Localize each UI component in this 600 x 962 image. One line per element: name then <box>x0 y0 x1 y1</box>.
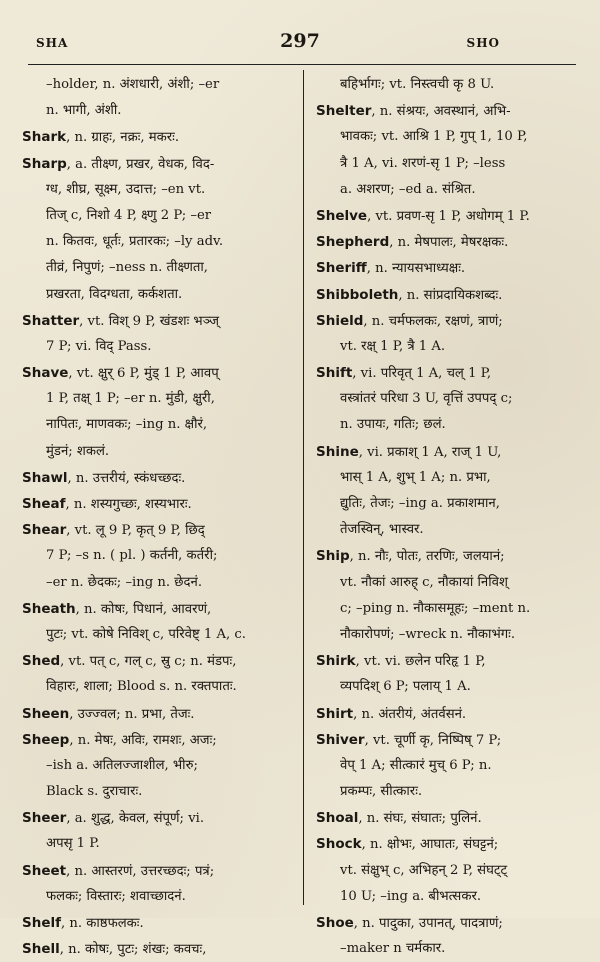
definition-text: नापितः, माणवकः; –ing n. क्षौरं, <box>46 417 208 433</box>
definition-text: फलकः; विस्तारः; शवाच्छादनं. <box>46 888 186 904</box>
headword: Shed <box>22 653 61 670</box>
headword: Ship <box>316 548 350 565</box>
definition-text: , a. शुद्ध, केवल, संपूर्ण; vi. <box>66 811 205 827</box>
entry-line <box>316 648 584 674</box>
headword: Shatter <box>22 312 80 329</box>
left-column <box>22 72 290 962</box>
definition-text: 7 P; vi. विद् Pass. <box>46 338 152 354</box>
definition-text: , vt. लू 9 P, कृत् 9 P, छिद् <box>66 523 205 539</box>
definition-text: , n. कोषः, पुटः; शंखः; कवचः, <box>59 942 207 958</box>
entry-line <box>316 517 584 543</box>
definition-text: अपसृ 1 P. <box>46 836 100 852</box>
entry-line <box>316 543 584 569</box>
entry-line <box>22 831 290 857</box>
entry-line <box>316 596 584 622</box>
definition-text: , vt. पत् c, गल् c, स्रु c; n. मंडपः, <box>60 654 237 670</box>
entry-line <box>316 439 584 465</box>
definition-text: , n. न्यायसभाध्यक्षः. <box>366 261 466 277</box>
definition-text: , n. संश्रयः, अवस्थानं, अभि- <box>371 104 511 120</box>
entry-line <box>316 779 584 805</box>
definition-text: , उज्ज्वल; n. प्रभा, तेजः. <box>69 706 195 722</box>
definition-text: , n. काष्ठफलकः. <box>61 916 144 931</box>
definition-text: , n. मेषः, अविः, रामशः, अजः; <box>69 732 217 748</box>
headword: Sheet <box>22 862 67 879</box>
headword: Sheriff <box>316 260 367 277</box>
definition-text: –maker n चर्मकार. <box>340 941 446 957</box>
definition-text: , n. कोषः, पिधानं, आवरणं, <box>75 601 212 617</box>
definition-text: n. उपायः, गतिः; छलं. <box>340 417 446 433</box>
entry-line <box>316 805 584 831</box>
entry-line <box>22 779 290 805</box>
headword: Shark <box>22 129 67 146</box>
entry-line <box>22 465 290 491</box>
entry-line <box>22 884 290 910</box>
definition-text: भावकः; vt. आश्रि 1 P, गुप् 1, 10 P, <box>340 129 528 145</box>
headword: Sheep <box>22 731 70 748</box>
definition-text: vt. नौकां आरुह् c, नौकायां निविश् <box>340 574 508 590</box>
headword: Shift <box>316 365 353 382</box>
definition-text: , vi. प्रकाश् 1 A, राज् 1 U, <box>358 444 502 460</box>
entry-line <box>22 701 290 727</box>
entry-line <box>316 308 584 334</box>
headword: Shiver <box>316 731 365 748</box>
headword: Shield <box>316 312 364 329</box>
entry-line <box>22 439 290 465</box>
headword: Shelf <box>22 915 61 931</box>
definition-text: , n. सांप्रदायिकशब्दः. <box>398 287 503 303</box>
definition-text: n. कितवः, धूर्तः, प्रतारकः; –ly adv. <box>46 234 224 250</box>
entry-line <box>22 124 290 150</box>
entry-line <box>316 465 584 491</box>
entry-line <box>316 570 584 596</box>
entry-line <box>316 151 584 177</box>
definition-text: द्युतिः, तेजः; –ing a. प्रकाशमान, <box>340 496 500 511</box>
entry-line <box>316 858 584 884</box>
headword: Sheaf <box>22 496 66 512</box>
headword: Sharp <box>22 155 67 172</box>
definition-text: वस्त्रांतरं परिधा 3 U, वृत्तिं उपपद् c; <box>340 391 513 407</box>
definition-text: , vi. परिवृत् 1 A, चल् 1 P, <box>352 366 492 382</box>
headword: Shelter <box>316 103 372 120</box>
definition-text: , n. संघः, संघातः; पुलिनं. <box>358 811 482 827</box>
headword: Shawl <box>22 469 68 486</box>
entry-line <box>22 543 290 569</box>
definition-text: , vt. vi. छलेन परिहृ 1 P, <box>355 654 486 670</box>
definition-text: , vt. प्रवण-सृ 1 P, अधोगम् 1 P. <box>367 208 530 224</box>
definition-text: c; –ping n. नौकासमूहः; –ment n. <box>340 600 531 616</box>
headword: Shoe <box>316 915 354 931</box>
definition-text: तीव्रं, निपुणं; –ness n. तीक्ष्णता, <box>46 260 208 276</box>
entry-line <box>316 72 584 98</box>
headword: Shepherd <box>316 234 390 251</box>
definition-text: , n. अंतरीयं, अंतर्वसनं. <box>353 706 467 722</box>
entry-line <box>316 753 584 779</box>
definition-text: , n. नौः, पोतः, तरणिः, जलयानं; <box>349 549 505 565</box>
definition-text: विहारः, शाला; Blood s. n. रक्तपातः. <box>46 679 237 695</box>
definition-text: , a. तीक्ष्ण, प्रखर, वेधक, विद- <box>66 156 215 172</box>
definition-text: प्रकम्पः, सीत्कारः. <box>340 784 423 800</box>
headword: Shoal <box>316 810 359 827</box>
entry-line <box>316 177 584 203</box>
definition-text: –er n. छेदकः; –ing n. छेदनं. <box>46 574 203 590</box>
entry-line <box>22 98 290 124</box>
column-divider <box>303 70 304 905</box>
entry-line <box>316 674 584 700</box>
definition-text: बहिर्भागः; vt. निस्त्वची कृ 8 U. <box>340 77 495 92</box>
entry-line <box>22 203 290 229</box>
page-number: 297 <box>280 30 320 52</box>
headword: Shibboleth <box>316 286 399 303</box>
entry-line <box>22 386 290 412</box>
entry-line <box>22 674 290 700</box>
headword: Shirk <box>316 653 356 670</box>
definition-text: , n. आस्तरणं, उत्तरच्छदः; पत्रं; <box>66 863 215 879</box>
entry-line <box>22 308 290 334</box>
definition-text: , n. क्षोभः, आघातः, संघट्टनं; <box>361 837 499 853</box>
entry-line <box>22 282 290 308</box>
headword: Shine <box>316 443 359 460</box>
entry-line <box>316 491 584 517</box>
entry-line <box>22 491 290 517</box>
headword: Shirt <box>316 705 354 722</box>
entry-line <box>22 229 290 255</box>
headword: Sheer <box>22 810 67 827</box>
definition-text: , vt. विश् 9 P, खंडशः भञ्ज् <box>79 313 220 329</box>
entry-line <box>316 203 584 229</box>
definition-text: 10 U; –ing a. बीभत्सकर. <box>340 888 482 904</box>
entry-line <box>316 334 584 360</box>
headword: Shock <box>316 836 362 853</box>
definition-text: 1 P, तक्ष् 1 P; –er n. मुंडी, क्षुरी, <box>46 391 215 407</box>
definition-text: , n. शस्यगुच्छः, शस्यभारः. <box>65 497 192 512</box>
entry-line <box>316 936 584 962</box>
entry-line <box>316 412 584 438</box>
definition-text: व्यपदिश् 6 P; पलाय् 1 A. <box>340 679 471 695</box>
headword: Sheath <box>22 600 76 617</box>
entry-line <box>22 596 290 622</box>
entry-line <box>22 570 290 596</box>
definition-text: Black s. दुराचारः. <box>46 784 143 800</box>
entry-line <box>22 622 290 648</box>
entry-line <box>22 910 290 936</box>
definition-text: त्रै 1 A, vi. शरणं-सृ 1 P; –less <box>340 155 506 171</box>
headword: Shell <box>22 941 60 958</box>
headword: Shave <box>22 365 69 382</box>
definition-text: a. अशरण; –ed a. संश्रित. <box>340 181 476 197</box>
entry-line <box>22 360 290 386</box>
definition-text: , n. मेषपालः, मेषरक्षकः. <box>389 235 509 251</box>
definition-text: vt. रक्ष् 1 P, त्रै 1 A. <box>340 338 446 354</box>
definition-text: , n. पादुका, उपानत्, पादत्राणं; <box>353 916 503 931</box>
definition-text: मुंडनं; शकलं. <box>46 443 110 459</box>
entry-line <box>22 805 290 831</box>
definition-text: वेप् 1 A; सीत्कारं मुच् 6 P; n. <box>340 757 492 773</box>
entry-line <box>22 151 290 177</box>
entry-line <box>316 255 584 281</box>
entry-line <box>316 360 584 386</box>
definition-text: ग्ध, शीघ्र, सूक्ष्म, उदात्त; –en vt. <box>46 181 206 197</box>
definition-text: भास् 1 A, शुभ् 1 A; n. प्रभा, <box>340 469 491 485</box>
entry-line <box>22 753 290 779</box>
entry-line <box>316 831 584 857</box>
definition-text: नौकारोपणं; –wreck n. नौकाभंगः. <box>340 626 516 642</box>
definition-text: , n. चर्मफलकः, रक्षणं, त्राणं; <box>363 313 503 329</box>
definition-text: , vt. चूर्णी कृ, निष्पिष् 7 P; <box>364 732 502 748</box>
definition-text: vt. संक्षुभ् c, अभिहन् 2 P, संघट्ट् <box>340 862 508 878</box>
definition-text: n. भागी, अंशी. <box>46 103 122 119</box>
entry-line <box>316 622 584 648</box>
right-column <box>316 72 584 962</box>
definition-text: , vt. क्षुर् 6 P, मुंड् 1 P, आवप् <box>68 366 219 382</box>
entry-line <box>22 255 290 281</box>
entry-line <box>316 98 584 124</box>
definition-text: तिज् c, निशो 4 P, क्ष्णु 2 P; –er <box>46 207 212 223</box>
definition-text: –holder, n. अंशधारी, अंशी; –er <box>46 77 220 92</box>
entry-line <box>316 701 584 727</box>
entry-line <box>316 910 584 936</box>
entry-line <box>22 517 290 543</box>
entry-line <box>316 282 584 308</box>
definition-text: प्रखरता, विदग्धता, कर्कशता. <box>46 286 183 302</box>
guide-word-right: SHO <box>466 36 500 50</box>
definition-text: , n. ग्राहः, नक्रः, मकरः. <box>66 130 180 146</box>
entry-line <box>316 884 584 910</box>
entry-line <box>316 229 584 255</box>
definition-text: पुटः; vt. कोषे निविश् c, परिवेष्ट् 1 A, c. <box>46 626 246 642</box>
running-head <box>0 30 600 60</box>
entry-line <box>22 648 290 674</box>
guide-word-left: SHA <box>36 36 69 50</box>
entry-line <box>316 124 584 150</box>
entry-line <box>22 727 290 753</box>
definition-text: तेजस्विन्, भास्वर. <box>340 522 424 538</box>
headword: Shear <box>22 522 67 539</box>
entry-line <box>22 334 290 360</box>
definition-text: , n. उत्तरीयं, स्कंधच्छदः. <box>67 470 186 486</box>
definition-text: 7 P; –s n. ( pl. ) कर्तनी, कर्तरी; <box>46 548 218 564</box>
entry-line <box>22 177 290 203</box>
header-rule <box>28 64 576 65</box>
entry-line <box>22 936 290 962</box>
definition-text: –ish a. अतिलज्जाशील, भीरु; <box>46 757 198 773</box>
entry-line <box>22 72 290 98</box>
headword: Sheen <box>22 705 70 722</box>
headword: Shelve <box>316 207 368 224</box>
entry-line <box>316 727 584 753</box>
entry-line <box>22 858 290 884</box>
entry-line <box>316 386 584 412</box>
entry-line <box>22 412 290 438</box>
